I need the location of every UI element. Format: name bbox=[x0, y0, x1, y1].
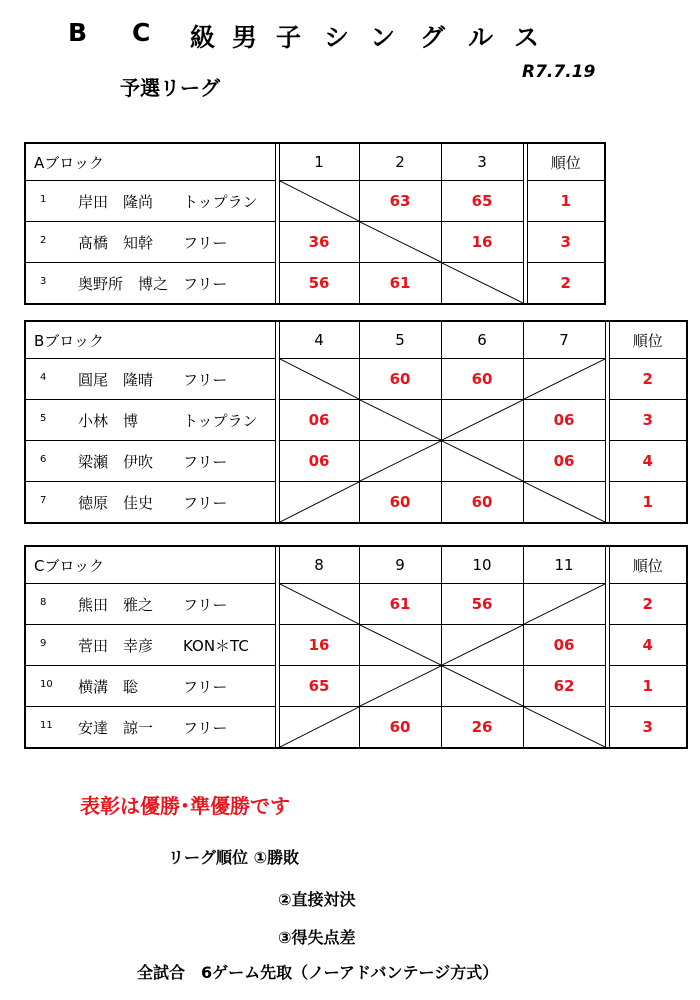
score-cell: 56 bbox=[441, 584, 523, 625]
diagonal-cell bbox=[441, 666, 523, 707]
score-cell: 60 bbox=[441, 482, 523, 524]
player-number: 9 bbox=[40, 638, 47, 649]
player-club: トップラン bbox=[183, 412, 258, 430]
player-name: 徳原 佳史 bbox=[78, 494, 154, 512]
score-cell: 60 bbox=[359, 707, 441, 749]
col-header: 4 bbox=[279, 321, 359, 359]
rank-cell: 2 bbox=[609, 584, 687, 625]
player-name: 横溝 聡 bbox=[78, 678, 139, 696]
rank-header: 順位 bbox=[609, 321, 687, 359]
title-char: B bbox=[68, 18, 88, 47]
player-number: 4 bbox=[40, 372, 47, 383]
player-name: 梁瀬 伊吹 bbox=[78, 453, 154, 471]
ranking-rule-3: ③得失点差 bbox=[278, 928, 356, 947]
table-row bbox=[25, 222, 605, 263]
player-name: 奥野所 博之 bbox=[78, 275, 169, 293]
player-club: フリー bbox=[183, 234, 228, 252]
title-char: C bbox=[132, 18, 151, 47]
player-club: トップラン bbox=[183, 193, 258, 211]
diagonal-cell bbox=[359, 222, 441, 263]
rank-header: 順位 bbox=[527, 143, 605, 181]
player-name: 菅田 幸彦 bbox=[78, 637, 154, 655]
player-club: フリー bbox=[183, 678, 228, 696]
score-cell: 06 bbox=[279, 441, 359, 482]
col-header: 5 bbox=[359, 321, 441, 359]
score-cell: 26 bbox=[441, 707, 523, 749]
diagonal-cell bbox=[523, 584, 605, 625]
table-row bbox=[25, 482, 687, 524]
score-cell: 36 bbox=[279, 222, 359, 263]
col-header: 9 bbox=[359, 546, 441, 584]
score-cell: 06 bbox=[279, 400, 359, 441]
score-cell: 60 bbox=[441, 359, 523, 400]
player-name: 熊田 雅之 bbox=[78, 596, 154, 614]
col-header: 7 bbox=[523, 321, 605, 359]
score-cell: 06 bbox=[523, 400, 605, 441]
diagonal-cell bbox=[441, 441, 523, 482]
title-char: 男 bbox=[232, 23, 258, 52]
player-cell bbox=[25, 359, 275, 400]
col-header: 11 bbox=[523, 546, 605, 584]
diagonal-cell bbox=[523, 482, 605, 524]
award-notice: 表彰は優勝･準優勝です bbox=[80, 794, 290, 818]
player-cell bbox=[25, 666, 275, 707]
player-number: 1 bbox=[40, 194, 47, 205]
block-b-table bbox=[24, 320, 688, 524]
rank-cell: 3 bbox=[609, 400, 687, 441]
block-a-label: Aブロック bbox=[25, 143, 275, 181]
rank-cell: 3 bbox=[527, 222, 605, 263]
player-cell bbox=[25, 482, 275, 524]
diagonal-cell bbox=[279, 707, 359, 749]
diagonal-cell bbox=[359, 400, 441, 441]
col-header: 3 bbox=[441, 143, 523, 181]
player-club: フリー bbox=[183, 275, 228, 293]
col-header: 1 bbox=[279, 143, 359, 181]
col-header: 8 bbox=[279, 546, 359, 584]
diagonal-cell bbox=[279, 359, 359, 400]
title-char: シ bbox=[324, 23, 350, 52]
title-char: ス bbox=[514, 23, 540, 52]
game-format-note: 全試合 6ゲーム先取（ノーアドバンテージ方式） bbox=[137, 963, 499, 982]
score-cell: 65 bbox=[279, 666, 359, 707]
ranking-rule-2: ②直接対決 bbox=[278, 890, 356, 909]
diagonal-cell bbox=[523, 707, 605, 749]
player-name: 圓尾 隆晴 bbox=[78, 371, 154, 389]
table-row bbox=[25, 181, 605, 222]
score-cell: 06 bbox=[523, 441, 605, 482]
score-cell: 65 bbox=[441, 181, 523, 222]
player-name: 安達 諒一 bbox=[78, 719, 154, 737]
diagonal-cell bbox=[279, 181, 359, 222]
player-cell bbox=[25, 263, 275, 305]
score-cell: 60 bbox=[359, 359, 441, 400]
score-cell: 60 bbox=[359, 482, 441, 524]
diagonal-cell bbox=[441, 625, 523, 666]
rank-cell: 1 bbox=[609, 666, 687, 707]
player-club: フリー bbox=[183, 596, 228, 614]
player-name: 髙橋 知幹 bbox=[78, 234, 154, 252]
score-cell: 56 bbox=[279, 263, 359, 305]
table-row bbox=[25, 625, 687, 666]
diagonal-cell bbox=[359, 441, 441, 482]
score-cell: 06 bbox=[523, 625, 605, 666]
player-cell bbox=[25, 584, 275, 625]
rank-cell: 1 bbox=[527, 181, 605, 222]
diagonal-cell bbox=[359, 666, 441, 707]
player-club: フリー bbox=[183, 371, 228, 389]
score-cell: 16 bbox=[279, 625, 359, 666]
rank-cell: 4 bbox=[609, 625, 687, 666]
player-name: 岸田 隆尚 bbox=[78, 193, 154, 211]
score-cell: 63 bbox=[359, 181, 441, 222]
diagonal-cell bbox=[279, 482, 359, 524]
diagonal-cell bbox=[441, 263, 523, 305]
event-date: R7.7.19 bbox=[522, 62, 596, 82]
player-number: 8 bbox=[40, 597, 47, 608]
player-cell bbox=[25, 400, 275, 441]
player-club: フリー bbox=[183, 453, 228, 471]
subtitle: 予選リーグ bbox=[120, 76, 220, 100]
rank-cell: 2 bbox=[527, 263, 605, 305]
table-row bbox=[25, 400, 687, 441]
score-cell: 61 bbox=[359, 584, 441, 625]
rank-cell: 3 bbox=[609, 707, 687, 749]
player-club: フリー bbox=[183, 494, 228, 512]
table-row bbox=[25, 441, 687, 482]
title-char: グ bbox=[420, 23, 446, 52]
diagonal-cell bbox=[523, 359, 605, 400]
title-char: 級 bbox=[190, 23, 216, 52]
player-cell bbox=[25, 222, 275, 263]
col-header: 6 bbox=[441, 321, 523, 359]
block-c-table bbox=[24, 545, 688, 749]
player-name: 小林 博 bbox=[78, 412, 139, 430]
table-row bbox=[25, 359, 687, 400]
block-b-label: Bブロック bbox=[25, 321, 275, 359]
player-club: KON＊TC bbox=[183, 637, 249, 655]
player-number: 7 bbox=[40, 495, 47, 506]
rank-cell: 2 bbox=[609, 359, 687, 400]
diagonal-cell bbox=[279, 584, 359, 625]
diagonal-cell bbox=[441, 400, 523, 441]
player-number: 6 bbox=[40, 454, 47, 465]
table-row bbox=[25, 707, 687, 749]
diagonal-cell bbox=[359, 625, 441, 666]
player-cell bbox=[25, 181, 275, 222]
ranking-rule-1: リーグ順位 ①勝敗 bbox=[168, 848, 300, 867]
player-number: 10 bbox=[40, 679, 53, 690]
title-char: 子 bbox=[276, 23, 302, 52]
rank-cell: 1 bbox=[609, 482, 687, 524]
table-row bbox=[25, 263, 605, 305]
player-number: 2 bbox=[40, 235, 47, 246]
player-number: 5 bbox=[40, 413, 47, 424]
player-number: 11 bbox=[40, 720, 53, 731]
col-header: 10 bbox=[441, 546, 523, 584]
block-c-label: Cブロック bbox=[25, 546, 275, 584]
title-char: ル bbox=[468, 23, 494, 52]
player-number: 3 bbox=[40, 276, 47, 287]
rank-header: 順位 bbox=[609, 546, 687, 584]
rank-cell: 4 bbox=[609, 441, 687, 482]
player-cell bbox=[25, 707, 275, 749]
table-row bbox=[25, 584, 687, 625]
score-cell: 16 bbox=[441, 222, 523, 263]
player-cell bbox=[25, 441, 275, 482]
table-row bbox=[25, 666, 687, 707]
title-char: ン bbox=[370, 23, 396, 52]
score-cell: 61 bbox=[359, 263, 441, 305]
player-cell bbox=[25, 625, 275, 666]
block-a-table bbox=[24, 142, 606, 305]
player-club: フリー bbox=[183, 719, 228, 737]
score-cell: 62 bbox=[523, 666, 605, 707]
col-header: 2 bbox=[359, 143, 441, 181]
